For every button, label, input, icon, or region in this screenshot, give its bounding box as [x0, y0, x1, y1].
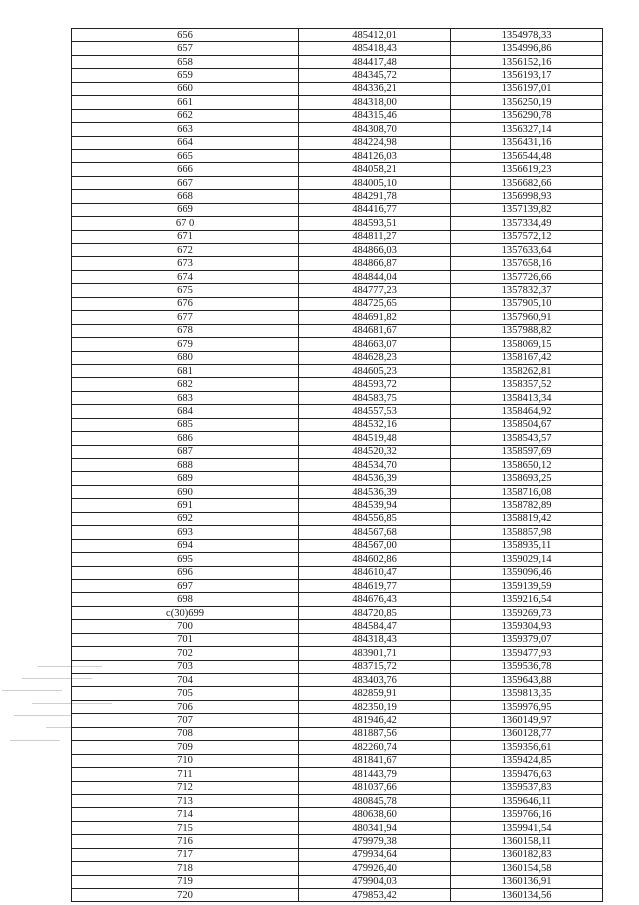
table-row: [72, 284, 603, 297]
y-coordinate-cell: 1358167,42: [451, 351, 603, 364]
table-row: [72, 875, 603, 888]
x-coordinate-cell: 479853,42: [299, 889, 451, 902]
table-row: [72, 297, 603, 310]
y-coordinate-cell: 1360149,97: [451, 714, 603, 727]
point-number-cell: 692: [72, 512, 299, 525]
table-row: [72, 620, 603, 633]
x-coordinate-cell: 484777,23: [299, 284, 451, 297]
x-coordinate-cell: 485418,43: [299, 42, 451, 55]
x-coordinate-cell: 484691,82: [299, 311, 451, 324]
x-coordinate-cell: 485412,01: [299, 29, 451, 42]
x-coordinate-cell: 484126,03: [299, 149, 451, 162]
y-coordinate-cell: 1357139,82: [451, 203, 603, 216]
point-number-cell: 710: [72, 754, 299, 767]
point-number-cell: 658: [72, 55, 299, 68]
point-number-cell: 674: [72, 270, 299, 283]
y-coordinate-cell: 1358464,92: [451, 405, 603, 418]
point-number-cell: 678: [72, 324, 299, 337]
table-row: [72, 889, 603, 902]
table-row: [72, 674, 603, 687]
y-coordinate-cell: 1354978,33: [451, 29, 603, 42]
y-coordinate-cell: 1356290,78: [451, 109, 603, 122]
table-row: [72, 351, 603, 364]
x-coordinate-cell: 484005,10: [299, 176, 451, 189]
table-row: [72, 42, 603, 55]
table-row: [72, 405, 603, 418]
x-coordinate-cell: 484315,46: [299, 109, 451, 122]
table-row: [72, 217, 603, 230]
x-coordinate-cell: 484520,32: [299, 445, 451, 458]
y-coordinate-cell: 1359813,35: [451, 687, 603, 700]
point-number-cell: 720: [72, 889, 299, 902]
table-row: [72, 257, 603, 270]
point-number-cell: 718: [72, 862, 299, 875]
point-number-cell: 690: [72, 485, 299, 498]
point-number-cell: 67 0: [72, 217, 299, 230]
table-row: [72, 203, 603, 216]
point-number-cell: 672: [72, 244, 299, 257]
point-number-cell: 709: [72, 741, 299, 754]
y-coordinate-cell: 1356998,93: [451, 190, 603, 203]
y-coordinate-cell: 1359139,59: [451, 579, 603, 592]
y-coordinate-cell: 1358935,11: [451, 539, 603, 552]
table-row: [72, 109, 603, 122]
point-number-cell: 666: [72, 163, 299, 176]
point-number-cell: 717: [72, 848, 299, 861]
y-coordinate-cell: 1358357,52: [451, 378, 603, 391]
x-coordinate-cell: 484532,16: [299, 418, 451, 431]
table-row: [72, 123, 603, 136]
y-coordinate-cell: 1357726,66: [451, 270, 603, 283]
x-coordinate-cell: 483901,71: [299, 647, 451, 660]
x-coordinate-cell: 484536,39: [299, 485, 451, 498]
point-number-cell: 687: [72, 445, 299, 458]
x-coordinate-cell: 484593,51: [299, 217, 451, 230]
table-row: [72, 176, 603, 189]
point-number-cell: 675: [72, 284, 299, 297]
table-row: [72, 553, 603, 566]
point-number-cell: 696: [72, 566, 299, 579]
y-coordinate-cell: 1358693,25: [451, 472, 603, 485]
table-row: [72, 512, 603, 525]
y-coordinate-cell: 1359216,54: [451, 593, 603, 606]
table-row: [72, 136, 603, 149]
point-number-cell: 711: [72, 768, 299, 781]
x-coordinate-cell: 484534,70: [299, 459, 451, 472]
point-number-cell: 683: [72, 391, 299, 404]
y-coordinate-cell: 1356152,16: [451, 55, 603, 68]
point-number-cell: 704: [72, 674, 299, 687]
x-coordinate-cell: 483403,76: [299, 674, 451, 687]
point-number-cell: 702: [72, 647, 299, 660]
point-number-cell: 663: [72, 123, 299, 136]
y-coordinate-cell: 1358650,12: [451, 459, 603, 472]
table-row: [72, 727, 603, 740]
point-number-cell: 695: [72, 553, 299, 566]
point-number-cell: 694: [72, 539, 299, 552]
point-number-cell: 664: [72, 136, 299, 149]
x-coordinate-cell: 484336,21: [299, 82, 451, 95]
table-row: [72, 364, 603, 377]
x-coordinate-cell: 484602,86: [299, 553, 451, 566]
point-number-cell: 698: [72, 593, 299, 606]
x-coordinate-cell: 479979,38: [299, 835, 451, 848]
y-coordinate-cell: 1357832,37: [451, 284, 603, 297]
x-coordinate-cell: 484567,00: [299, 539, 451, 552]
y-coordinate-cell: 1358413,34: [451, 391, 603, 404]
table-row: [72, 714, 603, 727]
point-number-cell: 682: [72, 378, 299, 391]
point-number-cell: 701: [72, 633, 299, 646]
point-number-cell: 707: [72, 714, 299, 727]
x-coordinate-cell: 484557,53: [299, 405, 451, 418]
x-coordinate-cell: 484628,23: [299, 351, 451, 364]
x-coordinate-cell: 484318,43: [299, 633, 451, 646]
y-coordinate-cell: 1360134,56: [451, 889, 603, 902]
x-coordinate-cell: 484844,04: [299, 270, 451, 283]
point-number-cell: 700: [72, 620, 299, 633]
x-coordinate-cell: 484605,23: [299, 364, 451, 377]
x-coordinate-cell: 481037,66: [299, 781, 451, 794]
point-number-cell: 715: [72, 821, 299, 834]
x-coordinate-cell: 484584,47: [299, 620, 451, 633]
table-row: [72, 539, 603, 552]
x-coordinate-cell: 484593,72: [299, 378, 451, 391]
x-coordinate-cell: 480845,78: [299, 794, 451, 807]
y-coordinate-cell: 1359356,61: [451, 741, 603, 754]
y-coordinate-cell: 1357658,16: [451, 257, 603, 270]
table-row: [72, 378, 603, 391]
x-coordinate-cell: 484519,48: [299, 432, 451, 445]
y-coordinate-cell: 1358782,89: [451, 499, 603, 512]
point-number-cell: 680: [72, 351, 299, 364]
point-number-cell: 713: [72, 794, 299, 807]
table-row: [72, 55, 603, 68]
point-number-cell: 691: [72, 499, 299, 512]
point-number-cell: 671: [72, 230, 299, 243]
x-coordinate-cell: 484811,27: [299, 230, 451, 243]
table-row: [72, 29, 603, 42]
y-coordinate-cell: 1356619,23: [451, 163, 603, 176]
x-coordinate-cell: 484681,67: [299, 324, 451, 337]
point-number-cell: 673: [72, 257, 299, 270]
table-row: [72, 768, 603, 781]
y-coordinate-cell: 1359646,11: [451, 794, 603, 807]
y-coordinate-cell: 1359941,54: [451, 821, 603, 834]
y-coordinate-cell: 1356250,19: [451, 96, 603, 109]
x-coordinate-cell: 484058,21: [299, 163, 451, 176]
y-coordinate-cell: 1358716,08: [451, 485, 603, 498]
table-row: [72, 633, 603, 646]
x-coordinate-cell: 481443,79: [299, 768, 451, 781]
y-coordinate-cell: 1357572,12: [451, 230, 603, 243]
y-coordinate-cell: 1358819,42: [451, 512, 603, 525]
table-row: [72, 526, 603, 539]
y-coordinate-cell: 1356431,16: [451, 136, 603, 149]
point-number-cell: 693: [72, 526, 299, 539]
y-coordinate-cell: 1359304,93: [451, 620, 603, 633]
y-coordinate-cell: 1358597,69: [451, 445, 603, 458]
y-coordinate-cell: 1358069,15: [451, 338, 603, 351]
y-coordinate-cell: 1358543,57: [451, 432, 603, 445]
point-number-cell: 659: [72, 69, 299, 82]
x-coordinate-cell: 484619,77: [299, 579, 451, 592]
point-number-cell: 685: [72, 418, 299, 431]
table-row: [72, 230, 603, 243]
x-coordinate-cell: 479904,03: [299, 875, 451, 888]
point-number-cell: 708: [72, 727, 299, 740]
point-number-cell: 689: [72, 472, 299, 485]
y-coordinate-cell: 1357334,49: [451, 217, 603, 230]
point-number-cell: c(30)699: [72, 606, 299, 619]
y-coordinate-cell: 1359477,93: [451, 647, 603, 660]
table-row: [72, 579, 603, 592]
table-row: [72, 96, 603, 109]
point-number-cell: 712: [72, 781, 299, 794]
point-number-cell: 706: [72, 700, 299, 713]
x-coordinate-cell: 484416,77: [299, 203, 451, 216]
x-coordinate-cell: 484318,00: [299, 96, 451, 109]
table-row: [72, 445, 603, 458]
x-coordinate-cell: 484676,43: [299, 593, 451, 606]
y-coordinate-cell: 1359379,07: [451, 633, 603, 646]
y-coordinate-cell: 1354996,86: [451, 42, 603, 55]
y-coordinate-cell: 1359424,85: [451, 754, 603, 767]
point-number-cell: 686: [72, 432, 299, 445]
table-row: [72, 606, 603, 619]
x-coordinate-cell: 484539,94: [299, 499, 451, 512]
y-coordinate-cell: 1359029,14: [451, 553, 603, 566]
x-coordinate-cell: 484610,47: [299, 566, 451, 579]
point-number-cell: 661: [72, 96, 299, 109]
point-number-cell: 705: [72, 687, 299, 700]
table-row: [72, 311, 603, 324]
y-coordinate-cell: 1359476,63: [451, 768, 603, 781]
table-row: [72, 754, 603, 767]
point-number-cell: 703: [72, 660, 299, 673]
x-coordinate-cell: 484345,72: [299, 69, 451, 82]
point-number-cell: 677: [72, 311, 299, 324]
table-row: [72, 459, 603, 472]
y-coordinate-cell: 1357988,82: [451, 324, 603, 337]
x-coordinate-cell: 484291,78: [299, 190, 451, 203]
table-row: [72, 324, 603, 337]
y-coordinate-cell: 1359976,95: [451, 700, 603, 713]
x-coordinate-cell: 482859,91: [299, 687, 451, 700]
y-coordinate-cell: 1358857,98: [451, 526, 603, 539]
point-number-cell: 669: [72, 203, 299, 216]
point-number-cell: 667: [72, 176, 299, 189]
y-coordinate-cell: 1357960,91: [451, 311, 603, 324]
point-number-cell: 688: [72, 459, 299, 472]
table-row: [72, 862, 603, 875]
point-number-cell: 662: [72, 109, 299, 122]
y-coordinate-cell: 1357905,10: [451, 297, 603, 310]
point-number-cell: 716: [72, 835, 299, 848]
y-coordinate-cell: 1357633,64: [451, 244, 603, 257]
x-coordinate-cell: 484866,03: [299, 244, 451, 257]
point-number-cell: 719: [72, 875, 299, 888]
y-coordinate-cell: 1356193,17: [451, 69, 603, 82]
y-coordinate-cell: 1359766,16: [451, 808, 603, 821]
point-number-cell: 697: [72, 579, 299, 592]
point-number-cell: 676: [72, 297, 299, 310]
x-coordinate-cell: 484417,48: [299, 55, 451, 68]
table-row: [72, 741, 603, 754]
point-number-cell: 660: [72, 82, 299, 95]
point-number-cell: 657: [72, 42, 299, 55]
table-row: [72, 391, 603, 404]
y-coordinate-cell: 1359536,78: [451, 660, 603, 673]
x-coordinate-cell: 484224,98: [299, 136, 451, 149]
table-row: [72, 472, 603, 485]
x-coordinate-cell: 480341,94: [299, 821, 451, 834]
y-coordinate-cell: 1360136,91: [451, 875, 603, 888]
point-number-cell: 679: [72, 338, 299, 351]
table-row: [72, 593, 603, 606]
x-coordinate-cell: 479926,40: [299, 862, 451, 875]
table-row: [72, 190, 603, 203]
x-coordinate-cell: 479934,64: [299, 848, 451, 861]
table-row: [72, 270, 603, 283]
y-coordinate-cell: 1359269,73: [451, 606, 603, 619]
y-coordinate-cell: 1356544,48: [451, 149, 603, 162]
y-coordinate-cell: 1360182,83: [451, 848, 603, 861]
table-row: [72, 647, 603, 660]
table-row: [72, 835, 603, 848]
y-coordinate-cell: 1356197,01: [451, 82, 603, 95]
table-row: [72, 848, 603, 861]
y-coordinate-cell: 1360158,11: [451, 835, 603, 848]
x-coordinate-cell: 484720,85: [299, 606, 451, 619]
table-row: [72, 485, 603, 498]
x-coordinate-cell: 483715,72: [299, 660, 451, 673]
x-coordinate-cell: 484536,39: [299, 472, 451, 485]
point-number-cell: 681: [72, 364, 299, 377]
y-coordinate-cell: 1356327,14: [451, 123, 603, 136]
x-coordinate-cell: 484866,87: [299, 257, 451, 270]
table-row: [72, 566, 603, 579]
point-number-cell: 668: [72, 190, 299, 203]
x-coordinate-cell: 480638,60: [299, 808, 451, 821]
x-coordinate-cell: 481887,56: [299, 727, 451, 740]
table-row: [72, 149, 603, 162]
table-row: [72, 69, 603, 82]
x-coordinate-cell: 482260,74: [299, 741, 451, 754]
x-coordinate-cell: 484583,75: [299, 391, 451, 404]
table-row: [72, 163, 603, 176]
x-coordinate-cell: 484663,07: [299, 338, 451, 351]
y-coordinate-cell: 1359643,88: [451, 674, 603, 687]
y-coordinate-cell: 1358262,81: [451, 364, 603, 377]
point-number-cell: 656: [72, 29, 299, 42]
y-coordinate-cell: 1356682,66: [451, 176, 603, 189]
table-row: [72, 338, 603, 351]
table-row: [72, 700, 603, 713]
x-coordinate-cell: 484567,68: [299, 526, 451, 539]
point-number-cell: 714: [72, 808, 299, 821]
y-coordinate-cell: 1360154,58: [451, 862, 603, 875]
point-number-cell: 665: [72, 149, 299, 162]
x-coordinate-cell: 484308,70: [299, 123, 451, 136]
x-coordinate-cell: 484725,65: [299, 297, 451, 310]
y-coordinate-cell: 1358504,67: [451, 418, 603, 431]
table-row: [72, 660, 603, 673]
table-row: [72, 418, 603, 431]
table-row: [72, 794, 603, 807]
table-row: [72, 432, 603, 445]
table-row: [72, 244, 603, 257]
table-row: [72, 499, 603, 512]
table-row: [72, 82, 603, 95]
table-row: [72, 821, 603, 834]
table-row: [72, 687, 603, 700]
point-number-cell: 684: [72, 405, 299, 418]
y-coordinate-cell: 1359096,46: [451, 566, 603, 579]
table-row: [72, 808, 603, 821]
x-coordinate-cell: 481841,67: [299, 754, 451, 767]
coordinates-table-body: [72, 29, 603, 902]
coordinates-table: [71, 28, 603, 902]
y-coordinate-cell: 1359537,83: [451, 781, 603, 794]
x-coordinate-cell: 482350,19: [299, 700, 451, 713]
x-coordinate-cell: 484556,85: [299, 512, 451, 525]
table-row: [72, 781, 603, 794]
x-coordinate-cell: 481946,42: [299, 714, 451, 727]
y-coordinate-cell: 1360128,77: [451, 727, 603, 740]
